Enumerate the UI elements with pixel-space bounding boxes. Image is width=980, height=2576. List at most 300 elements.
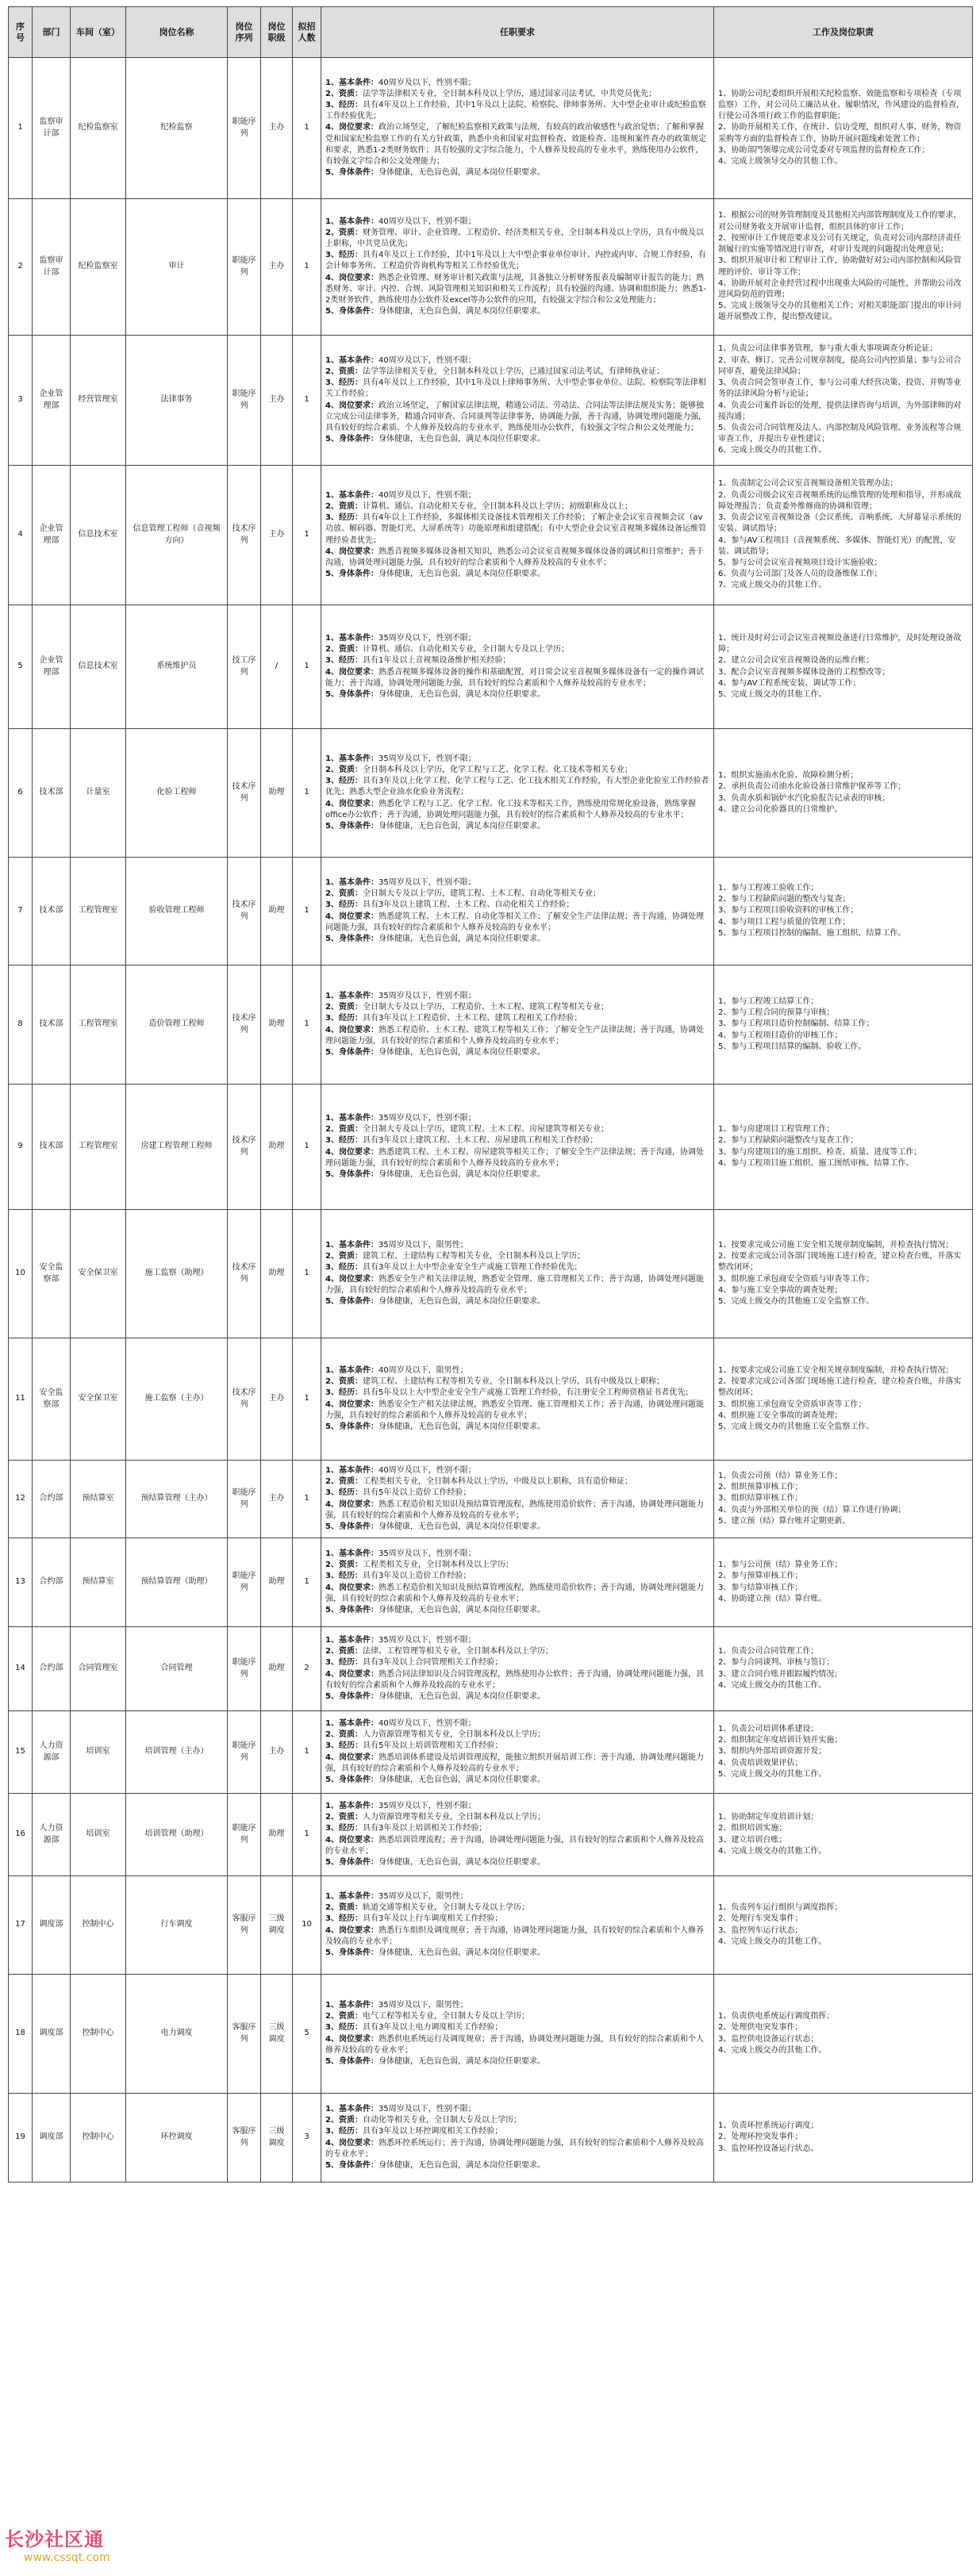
cell-requirements xyxy=(321,58,714,199)
duty-line: 4、组织施工安全事故的调查处理； xyxy=(718,1411,843,1420)
duty-line: 4、参与项目工程与质量的管理工作； xyxy=(718,917,851,927)
duty-line: 1、根据公司的财务管理制度及其他相关内部管理制度及工作的要求，对公司财务收支开展审计监督，组织具体的审计工作； xyxy=(718,211,962,232)
requirement-value: 人力资源管理等相关专业，全日制本科及以上学历； xyxy=(362,1730,545,1740)
cell-duties xyxy=(714,1461,973,1538)
requirement-value: 具有4年及以上工作经验，其中1年及以上大中型企事业单位审计、内控或内审、合规工作经验，有会计师事务所、工程造价咨询机构等相关工作经验优先； xyxy=(325,251,706,271)
requirement-line xyxy=(325,1571,709,1582)
cell-count: 2 xyxy=(293,1627,321,1711)
cell-series: 技术序列 xyxy=(228,1338,261,1461)
requirement-value: 熟悉合同法律知识及合同管理流程，熟练使用办公软件；善于沟通，协调处理问题能力强，具有较好的综合素质和个人修养及较高的专业水平； xyxy=(325,1669,704,1690)
requirement-key: 5、身体条件： xyxy=(325,2056,379,2066)
cell-workshop: 控制中心 xyxy=(71,2094,126,2182)
requirement-key: 1、基本条件： xyxy=(325,217,379,226)
requirement-value: 熟悉化学工程与工艺、化学工程、化工技术等相关工作，熟练使用常规化验设备，熟练掌握office办公软件；善于沟通，协调处理问题能力强，具有较好的综合素质和个人修养及较高的专业水平； xyxy=(325,799,696,820)
duty-line: 2、处理环控突发事件； xyxy=(718,2133,803,2142)
requirement-line xyxy=(325,1801,709,1812)
requirement-line xyxy=(325,799,709,821)
requirement-line xyxy=(325,900,709,911)
requirement-key: 1、基本条件： xyxy=(325,633,379,643)
requirement-value: 身体健康，无色盲色弱，满足本岗位任职要求。 xyxy=(378,1948,545,1957)
requirement-key: 2、资质： xyxy=(325,889,363,899)
cell-no: 5 xyxy=(9,605,33,729)
cell-count: 1 xyxy=(293,1210,321,1338)
duty-line: 4、协助建立预（结）算台账。 xyxy=(718,1594,827,1603)
requirement-value: 具有3年及以上建筑工程、土木工程、自动化相关工作经验； xyxy=(362,900,575,910)
cell-rank: 助理 xyxy=(261,858,293,966)
requirement-key: 5、身体条件： xyxy=(325,1948,379,1957)
requirement-line xyxy=(325,765,709,776)
requirement-line xyxy=(325,1925,709,1948)
requirement-key: 3、经历： xyxy=(325,513,363,523)
cell-rank: 主办 xyxy=(261,1461,293,1538)
cell-duties xyxy=(714,1338,973,1461)
requirement-line xyxy=(325,1718,709,1729)
duty-line: 1、参与公司预（结）算业务工作； xyxy=(718,1561,843,1570)
requirement-value: 身体健康，无色盲色弱，满足本岗位任职要求。 xyxy=(378,1047,545,1057)
requirement-key: 4、岗位要求： xyxy=(325,1835,379,1845)
requirement-line xyxy=(325,1388,709,1399)
requirement-line xyxy=(325,1753,709,1775)
header-no: 序号 xyxy=(9,7,33,58)
cell-series: 职能序列 xyxy=(228,1538,261,1627)
requirement-key: 4、岗位要求： xyxy=(325,1025,379,1035)
cell-rank: 助理 xyxy=(261,1794,293,1876)
requirement-line xyxy=(325,501,709,513)
cell-rank: 助理 xyxy=(261,966,293,1085)
table-row xyxy=(9,58,973,199)
duty-line: 4、参与工程项目造价的审核工作； xyxy=(718,1031,843,1040)
cell-series: 客服序列 xyxy=(228,2094,261,2182)
requirement-key: 5、身体条件： xyxy=(325,1296,379,1306)
cell-series: 职能序列 xyxy=(228,199,261,336)
requirement-key: 5、身体条件： xyxy=(325,1691,379,1701)
duty-line: 3、建立培训台账； xyxy=(718,1835,787,1845)
cell-requirements xyxy=(321,1711,714,1794)
requirement-key: 2、资质： xyxy=(325,1003,363,1012)
requirement-key: 4、岗位要求： xyxy=(325,2034,379,2044)
cell-rank: 助理 xyxy=(261,1085,293,1210)
requirement-key: 4、岗位要求： xyxy=(325,123,379,132)
requirement-value: 具有3年及以上合同管理相关工作经验； xyxy=(362,1658,503,1668)
requirement-value: 自动化等相关专业，全日制大专及以上学历； xyxy=(362,2116,521,2125)
requirement-key: 2、资质： xyxy=(325,1813,363,1822)
requirement-value: 工程类相关专业，全日制本科及以上学历； xyxy=(362,1561,513,1570)
duty-line: 3、负责会议室音视频设备（会议系统、音响系统、大屏幕显示系统的安装、调试指导； xyxy=(718,513,962,534)
duty-line: 3、参与工程项目造价控制编制、结算工作； xyxy=(718,1019,874,1029)
header-rank: 岗位职级 xyxy=(261,7,293,58)
cell-post: 行车调度 xyxy=(126,1876,228,1975)
duty-line: 4、完成上级交办的其他工作。 xyxy=(718,2045,827,2055)
requirement-line xyxy=(325,1251,709,1262)
requirement-value: 全日制本科及以上学历，化学工程与工艺、化学工程、化工技术等相关专业； xyxy=(362,765,632,774)
table-row xyxy=(9,1794,973,1876)
requirement-value: 熟悉工程造价、土木工程、建筑工程等相关工作；了解安全生产法律法规；善于沟通，协调处理问题能力强，具有较好的综合素质和个人修养及较高的专业水平； xyxy=(325,1025,704,1046)
requirement-value: 35周岁及以下，性别不限； xyxy=(378,1113,476,1123)
requirement-line xyxy=(325,1025,709,1047)
duty-line: 5、建立预（结）算台账并定期更新。 xyxy=(718,1516,851,1526)
requirement-line xyxy=(325,655,709,666)
cell-workshop: 预结算室 xyxy=(71,1538,126,1627)
requirement-line xyxy=(325,1605,709,1616)
requirement-line xyxy=(325,1657,709,1668)
duty-line: 4、完成上级交办的其他工作。 xyxy=(718,1937,827,1946)
cell-workshop: 控制中心 xyxy=(71,1876,126,1975)
requirement-key: 1、基本条件： xyxy=(325,1465,379,1475)
cell-series: 职能序列 xyxy=(228,1794,261,1876)
cell-no: 2 xyxy=(9,199,33,336)
requirement-line xyxy=(325,1560,709,1571)
requirement-line xyxy=(325,100,709,122)
cell-no: 15 xyxy=(9,1711,33,1794)
cell-rank: 主办 xyxy=(261,336,293,466)
requirement-value: 工程类相关专业，全日制本科及以上学历，中级及以上职称，具有造价师证； xyxy=(362,1477,632,1487)
requirement-line xyxy=(325,1823,709,1834)
requirement-value: 具有5年及以上培训管理相关工作经验； xyxy=(362,1741,503,1751)
cell-requirements xyxy=(321,1876,714,1975)
cell-count: 1 xyxy=(293,336,321,466)
requirement-value: 35周岁及以下，性别不限； xyxy=(378,1635,476,1645)
table-row xyxy=(9,1085,973,1210)
requirement-value: 身体健康，无色盲色弱，满足本岗位任职要求。 xyxy=(378,2160,545,2170)
requirement-key: 2、资质： xyxy=(325,1252,363,1261)
requirement-value: 身体健康，无色盲色弱，满足本岗位任职要求。 xyxy=(378,570,545,579)
cell-duties xyxy=(714,858,973,966)
cell-requirements xyxy=(321,1085,714,1210)
cell-duties xyxy=(714,605,973,729)
requirement-key: 1、基本条件： xyxy=(325,490,379,500)
duty-line: 1、按要求完成公司施工安全相关规章制度编制，并检查执行情况； xyxy=(718,1365,954,1375)
duty-line: 2、按要求完成公司各部门现场施工进行检查，建立检查台账，并落实整改闭环； xyxy=(718,1252,962,1273)
header-workshop: 车间（室） xyxy=(71,7,126,58)
cell-post: 合同管理 xyxy=(126,1627,228,1711)
duty-line: 3、配合会议室音视频多媒体设备的工程整改等； xyxy=(718,667,890,677)
requirement-value: 35周岁及以下，性别不限； xyxy=(378,2104,476,2113)
cell-count: 1 xyxy=(293,1338,321,1461)
requirement-line xyxy=(325,1812,709,1823)
requirement-value: 全日制大专及以上学历，建筑工程、土木工程、房屋建筑等相关专业； xyxy=(362,1125,609,1134)
requirement-key: 3、经历： xyxy=(325,777,363,786)
duty-line: 3、组织施工承包商安全资质与审查等工作； xyxy=(718,1274,874,1284)
requirement-value: 熟悉建筑工程、土木工程、房屋建筑等相关工作；了解安全生产法律法规；善于沟通，协调处理问题能力强，具有较好的综合素质和个人修养及较高的专业水平； xyxy=(325,1147,704,1168)
requirement-value: 具有3年及以上电力调度相关工作经验； xyxy=(362,2023,503,2033)
requirement-key: 4、岗位要求： xyxy=(325,2138,379,2148)
requirement-key: 1、基本条件： xyxy=(325,877,379,887)
requirement-line xyxy=(325,1857,709,1868)
requirement-key: 4、岗位要求： xyxy=(325,1399,379,1409)
table-row xyxy=(9,466,973,605)
duty-line: 4、参与施工安全事故的调查处理； xyxy=(718,1285,843,1295)
cell-rank: 助理 xyxy=(261,729,293,858)
duty-line: 4、负责公司案件诉讼的处理，提供法律咨询与培训，为外部律师的对接沟通； xyxy=(718,401,962,421)
requirement-value: 身体健康，无色盲色弱，满足本岗位任职要求。 xyxy=(378,822,545,831)
requirement-line xyxy=(325,1240,709,1251)
duty-line: 2、组织制定年度培训计划并实施； xyxy=(718,1736,843,1745)
cell-duties xyxy=(714,729,973,858)
duty-line: 3、参与结算审核工作； xyxy=(718,1583,803,1592)
cell-series: 职能序列 xyxy=(228,336,261,466)
cell-rank: 主办 xyxy=(261,1338,293,1461)
cell-duties xyxy=(714,1876,973,1975)
cell-no: 11 xyxy=(9,1338,33,1461)
cell-workshop: 经营管理室 xyxy=(71,336,126,466)
duty-line: 3、负责合同会签审查工作，参与公司重大经营决策、投资、并购等业务的法律风险分析与论证； xyxy=(718,378,962,399)
requirement-line xyxy=(325,1365,709,1376)
requirement-line xyxy=(325,1741,709,1752)
cell-workshop: 信息技术室 xyxy=(71,605,126,729)
requirement-key: 3、经历： xyxy=(325,1572,363,1581)
cell-count: 1 xyxy=(293,1711,321,1794)
requirement-line xyxy=(325,912,709,934)
duty-line: 6、负责与公司部门及各人员的设备维保工作； xyxy=(718,570,882,579)
cell-post: 预结算管理（助理） xyxy=(126,1538,228,1627)
requirement-key: 3、经历： xyxy=(325,1914,363,1924)
requirement-line xyxy=(325,78,709,89)
cell-rank: 主办 xyxy=(261,466,293,605)
requirement-value: 35周岁及以下，限男性； xyxy=(378,1240,468,1250)
requirement-line xyxy=(325,889,709,900)
duty-line: 2、审查、修订、完善公司规章制度，提高公司内控质量；参与公司合同审查，避免法律风险； xyxy=(718,355,962,376)
requirement-line xyxy=(325,2011,709,2022)
requirement-key: 2、资质： xyxy=(325,2012,363,2021)
cell-series: 技术序列 xyxy=(228,1210,261,1338)
duty-line: 4、参与工程项目施工组织、施工图纸审核、结算工作。 xyxy=(718,1158,914,1168)
cell-count: 1 xyxy=(293,1085,321,1210)
duty-line: 1、按要求完成公司施工安全相关规章制度编制，并检查执行情况； xyxy=(718,1240,954,1250)
requirement-key: 2、资质： xyxy=(325,501,363,511)
requirement-key: 3、经历： xyxy=(325,1824,363,1833)
requirement-line xyxy=(325,1476,709,1488)
header-duties: 工作及岗位职责 xyxy=(714,7,973,58)
requirement-value: 具有4年以上工作经验，多媒体相关设备技术管理相关工作经验；了解企业会议室音视频会议（av功放、解码器、智能灯光、大屏系统等）功能原理和组建搭配；有中大型企业会议室音视频多媒体设备运维管理经验者优先； xyxy=(325,513,706,545)
requirement-value: 身体健康，无色盲色弱，满足本岗位任职要求。 xyxy=(378,1522,545,1531)
duty-line: 5、完成上级交办的其他施工安全监察工作。 xyxy=(718,1296,874,1306)
header-post: 岗位名称 xyxy=(126,7,228,58)
cell-no: 9 xyxy=(9,1085,33,1210)
requirement-line xyxy=(325,1891,709,1902)
cell-rank: 三级调度 xyxy=(261,2094,293,2182)
requirement-value: 全日制大专及以上学历，建筑工程、土木工程、自动化等相关专业； xyxy=(362,889,601,899)
requirement-value: 具有5年及以上大中型企业安全生产或施工管理工作经验，有注册安全工程师资格证书者优先； xyxy=(362,1388,694,1398)
cell-post: 审计 xyxy=(126,199,228,336)
duty-line: 1、参与房建项目工程管理工作； xyxy=(718,1125,835,1134)
duty-line: 3、监控供电设备运行状态； xyxy=(718,2034,819,2044)
duty-line: 1、负责供电系统运行调度指挥； xyxy=(718,2012,835,2021)
duty-line: 1、统计及时对公司会议室音视频设备进行日常维护，及时处理设备故障； xyxy=(718,633,962,655)
requirement-key: 4、岗位要求： xyxy=(325,799,379,808)
cell-no: 1 xyxy=(9,58,33,199)
requirement-line xyxy=(325,1399,709,1422)
requirement-line xyxy=(325,2138,709,2160)
cell-requirements xyxy=(321,1338,714,1461)
requirement-line xyxy=(325,1002,709,1013)
duty-line: 4、协助开展对企业经营过程中出现重大风险的可能性，并帮助公司改进风险防范的管理； xyxy=(718,278,962,299)
requirement-value: 40周岁及以下，性别不限； xyxy=(378,490,476,500)
requirement-key: 5、身体条件： xyxy=(325,689,379,699)
requirement-key: 2、资质： xyxy=(325,2116,363,2125)
requirement-value: 熟悉供电系统运行及调度规章；善于沟通，协调处理问题能力强，具有较好的综合素质和个人修养及较高的专业水平； xyxy=(325,2034,704,2055)
requirement-line xyxy=(325,89,709,100)
requirement-value: 身体健康，无色盲色弱，满足本岗位任职要求。 xyxy=(378,1169,545,1179)
cell-no: 16 xyxy=(9,1794,33,1876)
requirement-value: 熟悉培训体系建设及培训管理流程，能独立组织开展培训工作；善于沟通，协调处理问题能力强，具有较好的综合素质和个人修养及较高的专业水平； xyxy=(325,1753,704,1773)
requirement-key: 3、经历： xyxy=(325,1488,363,1498)
cell-duties xyxy=(714,1210,973,1338)
cell-series: 技工序列 xyxy=(228,605,261,729)
cell-duties xyxy=(714,1538,973,1627)
requirement-key: 5、身体条件： xyxy=(325,1857,379,1867)
table-row xyxy=(9,199,973,336)
duty-line: 2、按要求完成公司各部门现场施工进行检查，建立检查台账，并落实整改闭环； xyxy=(718,1377,962,1398)
requirement-line xyxy=(325,122,709,167)
cell-requirements xyxy=(321,729,714,858)
requirement-value: 40周岁及以下，性别不限； xyxy=(378,355,476,365)
requirement-line xyxy=(325,1422,709,1433)
table-row xyxy=(9,729,973,858)
cell-post: 化验工程师 xyxy=(126,729,228,858)
requirement-line xyxy=(325,644,709,655)
requirement-value: 熟悉音视频多媒体设备的操作和基础配置，对日常会议室音视频多媒体设备有一定的操作调试能力；善于沟通，协调处理问题能力强，具有较好的综合素质和个人修养及较高的专业水平； xyxy=(325,667,704,688)
requirement-key: 4、岗位要求： xyxy=(325,401,379,410)
requirement-key: 1、基本条件： xyxy=(325,1113,379,1123)
requirement-value: 具有3年及以上环控调度相关工作经验； xyxy=(362,2127,503,2136)
duty-line: 5、完成上级领导交办的其他相关工作；对相关职能部门提出的审计问题开展整改工作，提出整改建议。 xyxy=(718,301,962,322)
header-requirements: 任职要求 xyxy=(321,7,714,58)
cell-count: 3 xyxy=(293,2094,321,2182)
cell-post: 房建工程管理工程师 xyxy=(126,1085,228,1210)
recruitment-table xyxy=(8,6,973,2182)
cell-workshop: 工程管理室 xyxy=(71,966,126,1085)
duty-line: 2、处理供电突发事件； xyxy=(718,2023,803,2033)
requirement-line xyxy=(325,167,709,179)
requirement-value: 35周岁及以下，限男性； xyxy=(378,2000,468,2010)
requirement-line xyxy=(325,877,709,889)
header-count: 拟招人数 xyxy=(293,7,321,58)
table-row xyxy=(9,2094,973,2182)
requirement-line xyxy=(325,633,709,644)
requirement-line xyxy=(325,1729,709,1741)
cell-post: 培训管理（主办） xyxy=(126,1711,228,1794)
cell-no: 8 xyxy=(9,966,33,1085)
duty-line: 6、完成上级交办的其他工作。 xyxy=(718,446,827,455)
requirement-value: 35周岁及以下，性别不限； xyxy=(378,991,476,1000)
table-row xyxy=(9,336,973,466)
requirement-line xyxy=(325,1124,709,1135)
requirement-key: 5、身体条件： xyxy=(325,1522,379,1531)
table-row xyxy=(9,1975,973,2094)
cell-requirements xyxy=(321,1538,714,1627)
cell-count: 1 xyxy=(293,729,321,858)
requirement-line xyxy=(325,2115,709,2126)
cell-dept: 调度部 xyxy=(33,2094,71,2182)
cell-dept: 人力资源部 xyxy=(33,1711,71,1794)
requirement-line xyxy=(325,2056,709,2067)
cell-requirements xyxy=(321,1461,714,1538)
cell-rank: 三级调度 xyxy=(261,1876,293,1975)
duty-line: 2、参与工程缺陷问题整改与复查工作； xyxy=(718,1136,859,1146)
cell-dept: 人力资源部 xyxy=(33,1794,71,1876)
requirement-key: 1、基本条件： xyxy=(325,1801,379,1810)
cell-workshop: 信息技术室 xyxy=(71,466,126,605)
requirement-key: 3、经历： xyxy=(325,251,363,260)
requirement-line xyxy=(325,689,709,701)
duty-line: 1、负责列车运行组织与调度指挥； xyxy=(718,1903,843,1913)
duty-line: 2、参与工程合同的预算与审核； xyxy=(718,1008,835,1018)
cell-requirements xyxy=(321,1210,714,1338)
requirement-line xyxy=(325,1522,709,1533)
cell-post: 系统维护员 xyxy=(126,605,228,729)
duty-line: 3、参与房建项目的施工组织、检查、质量、进度等工作； xyxy=(718,1147,922,1157)
cell-dept: 企业管理部 xyxy=(33,336,71,466)
requirement-key: 3、经历： xyxy=(325,2127,363,2136)
requirement-key: 2、资质： xyxy=(325,228,363,237)
requirement-value: 具有3年及以上行车调度相关工作经验； xyxy=(362,1914,503,1924)
requirement-value: 建筑工程、土建结构工程等相关专业，全日制本科及以上学历； xyxy=(362,1252,585,1261)
duty-line: 5、参与工程项目控制的编制、施工组织、结算工作。 xyxy=(718,928,906,938)
cell-count: 5 xyxy=(293,1975,321,2094)
watermark-brand: 长沙社区通 xyxy=(5,2528,104,2551)
requirement-line xyxy=(325,513,709,547)
cell-duties xyxy=(714,336,973,466)
requirement-value: 电气工程等相关专业，全日制大专及以上学历； xyxy=(362,2012,529,2021)
cell-series: 客服序列 xyxy=(228,1876,261,1975)
cell-count: 1 xyxy=(293,1794,321,1876)
cell-requirements xyxy=(321,1975,714,2094)
duty-line: 3、协助部門领導完成公司党委对专项监督的监督检查工作； xyxy=(718,145,930,155)
requirement-value: 身体健康，无色盲色弱，满足本岗位任职要求。 xyxy=(378,1422,545,1431)
duty-line: 1、负责公司合同管理工作； xyxy=(718,1647,819,1657)
requirement-line xyxy=(325,273,709,307)
requirement-line xyxy=(325,1169,709,1181)
duty-line: 4、完成上级领导交办的其他工作。 xyxy=(718,157,843,166)
duty-line: 5、参与工程项目结算的编制、验收工作。 xyxy=(718,1042,867,1051)
requirement-value: 法学等法律相关专业，全日制本科及以上学历，已通过国家司法考试，有律师执业证； xyxy=(362,367,664,376)
requirement-key: 4、岗位要求： xyxy=(325,1274,379,1284)
cell-post: 培训管理（助理） xyxy=(126,1794,228,1876)
requirement-value: 建筑工程、土建结构工程等相关专业，全日制本科及以上学历，具有中级及以上职称； xyxy=(362,1377,664,1387)
requirement-key: 1、基本条件： xyxy=(325,1635,379,1645)
duty-line: 2、承担负责公司油水化验设备日常维护保养等工作； xyxy=(718,782,906,792)
requirement-line xyxy=(325,1691,709,1703)
requirement-key: 2、资质： xyxy=(325,1125,363,1134)
duty-line: 1、负责公司预（结）算业务工作； xyxy=(718,1471,843,1480)
cell-no: 17 xyxy=(9,1876,33,1975)
requirement-key: 3、经历： xyxy=(325,656,363,666)
requirement-value: 35周岁及以下，性别不限； xyxy=(378,1801,476,1810)
table-row xyxy=(9,1338,973,1461)
requirement-value: 35周岁及以下，性别不限； xyxy=(378,877,476,887)
requirement-line xyxy=(325,934,709,945)
requirement-key: 2、资质： xyxy=(325,645,363,655)
cell-dept: 技术部 xyxy=(33,858,71,966)
requirement-value: 身体健康，无色盲色弱，满足本岗位任职要求。 xyxy=(378,435,545,444)
requirement-key: 1、基本条件： xyxy=(325,355,379,365)
cell-duties xyxy=(714,466,973,605)
cell-dept: 调度部 xyxy=(33,1975,71,2094)
header-series: 岗位序列 xyxy=(228,7,261,58)
requirement-key: 4、岗位要求： xyxy=(325,547,379,556)
cell-rank: 主办 xyxy=(261,199,293,336)
requirement-key: 2、资质： xyxy=(325,1730,363,1740)
requirement-key: 1、基本条件： xyxy=(325,754,379,763)
requirement-line xyxy=(325,1274,709,1296)
requirement-key: 1、基本条件： xyxy=(325,78,379,87)
cell-series: 技术序列 xyxy=(228,966,261,1085)
table-header-row xyxy=(9,7,973,58)
requirement-line xyxy=(325,1775,709,1786)
cell-count: 1 xyxy=(293,1538,321,1627)
requirement-value: 熟悉安全生产相关法律法规，熟悉安全管理、施工管理相关工作；善于沟通，协调处理问题能力强，具有较好的综合素质和个人修养及较高的专业水平； xyxy=(325,1399,704,1420)
requirement-value: 计算机、通信、自动化相关专业，全日制本科及以上学历；初级职称及以上； xyxy=(362,501,632,511)
